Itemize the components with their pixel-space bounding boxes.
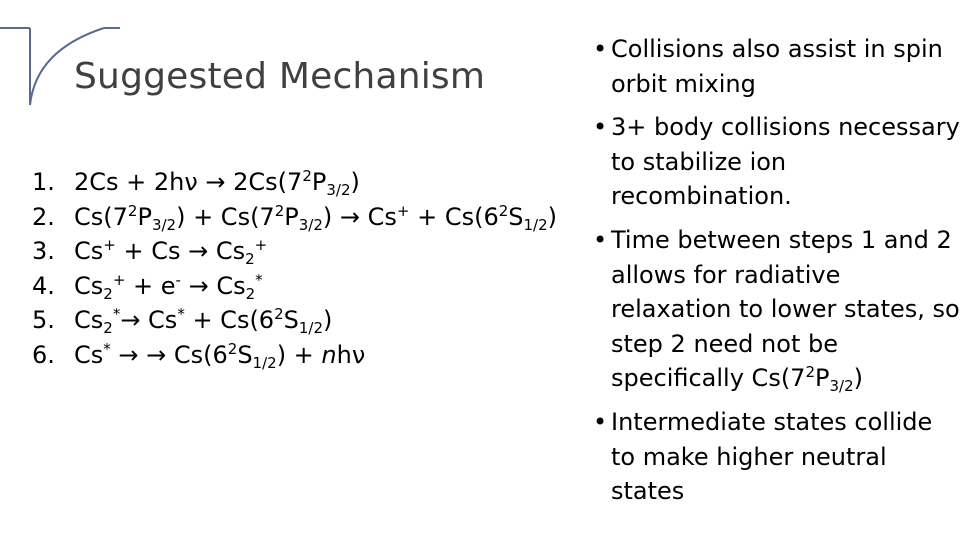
bullet-icon: • (593, 225, 608, 254)
bullet-icon: • (593, 407, 608, 436)
mechanism-step-5 (20, 303, 557, 338)
slide-title: Suggested Mechanism (74, 56, 486, 97)
bullet-text: Intermediate states collide to make higher neutral states (611, 407, 933, 506)
step-number: 6. (32, 340, 55, 369)
notes-bullet-list (590, 32, 960, 518)
step-text: $Cs^+ + Cs \to Cs_2^+$ (74, 236, 268, 269)
mechanism-steps (20, 165, 557, 373)
step-number: 5. (32, 306, 55, 335)
step-number: 2. (32, 202, 55, 231)
step-number: 4. (32, 271, 55, 300)
bullet-item (590, 405, 960, 509)
bullet-icon: • (593, 35, 608, 63)
mechanism-step-4 (20, 269, 557, 304)
mechanism-step-2 (20, 200, 557, 235)
bullet-item (590, 223, 960, 396)
step-text: $2Cs + 2h\nu \to 2Cs(7^2P_{3/2})$ (74, 167, 360, 199)
bullet-text: 3+ body collisions necessary to stabilize ion recombination. (611, 113, 960, 211)
step-number: 3. (32, 237, 55, 266)
step-text: $Cs_2^+ + e^- \to Cs_2^*$ (74, 270, 263, 303)
step-text: Cs* → → $Cs(6^2S_{1/2}) + nh\nu$ (74, 339, 366, 372)
mechanism-step-6 (20, 338, 557, 373)
step-text: $Cs_2^*\to Cs^* + Cs(6^2S_{1/2})$ (74, 305, 333, 338)
bullet-text: Collisions also assist in spin orbit mixing (611, 35, 943, 98)
bullet-icon: • (593, 113, 608, 142)
mechanism-step-1 (20, 165, 557, 200)
step-number: 1. (32, 168, 55, 196)
step-text: $Cs(7^2P_{3/2}) + Cs(7^2P_{3/2}) \to Cs^+ + Cs(6^2S_{1/2})$ (74, 201, 558, 234)
bullet-item (590, 32, 960, 101)
bullet-text: Time between steps 1 and 2 allows for radiative relaxation to lower states, so step 2 need not be specifically $Cs(7^2P_{3/2})$ (611, 225, 960, 396)
mechanism-step-3 (20, 234, 557, 269)
bullet-item (590, 110, 960, 214)
